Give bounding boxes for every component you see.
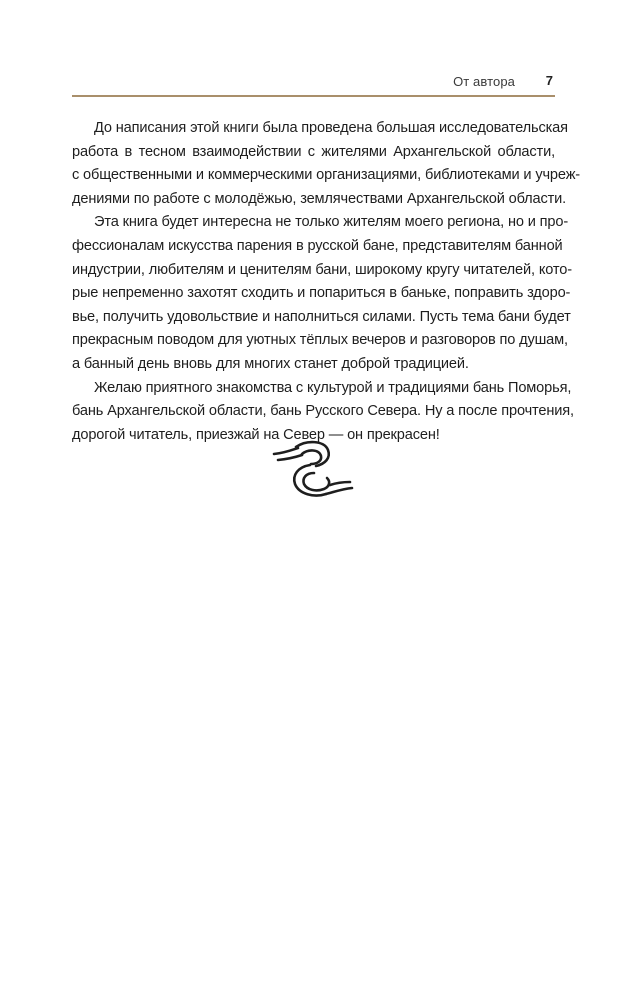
paragraph-1 — [72, 117, 581, 211]
paragraph-3 — [72, 377, 574, 448]
text-line: бань Архангельской области, бань Русского Севера. Ну а после прочтения, — [72, 403, 574, 420]
text-line: Эта книга будет интересна не только жителям моего региона, но и про- — [94, 214, 569, 231]
text-line: дениями по работе с молодёжью, землячествами Архангельской области. — [72, 190, 567, 207]
text-line: Желаю приятного знакомства с культурой и традициями бань Поморья, — [94, 379, 572, 396]
text-line: вье, получить удовольствие и наполниться силами. Пусть тема бани будет — [72, 308, 571, 325]
text-line: фессионалам искусства парения в русской бане, представителям банной — [72, 237, 563, 254]
paragraph-2 — [72, 211, 572, 376]
text-line: прекрасным поводом для уютных тёплых вечеров и разговоров по душам, — [72, 332, 568, 349]
text-line: а банный день вновь для многих станет доброй традицией. — [72, 355, 469, 372]
text-line: с общественными и коммерческими организациями, библиотеками и учреж- — [72, 167, 581, 184]
page-header — [72, 72, 555, 94]
text-line: индустрии, любителям и ценителям бани, широкому кругу читателей, кото- — [72, 261, 572, 278]
steam-swirl-icon — [270, 438, 356, 502]
text-line: рые непременно захотят сходить и попариться в баньке, поправить здоро- — [72, 285, 571, 302]
text-line: дорогой читатель, приезжай на Север — он прекрасен! — [72, 426, 440, 443]
header-rule — [72, 95, 555, 97]
text-line: работа в тесном взаимодействии с жителями Архангельской области, — [72, 143, 555, 160]
page-number: 7 — [545, 73, 553, 88]
text-line: До написания этой книги была проведена большая исследовательская — [94, 120, 568, 136]
running-head: От автора — [453, 74, 515, 89]
body-text — [72, 117, 581, 447]
